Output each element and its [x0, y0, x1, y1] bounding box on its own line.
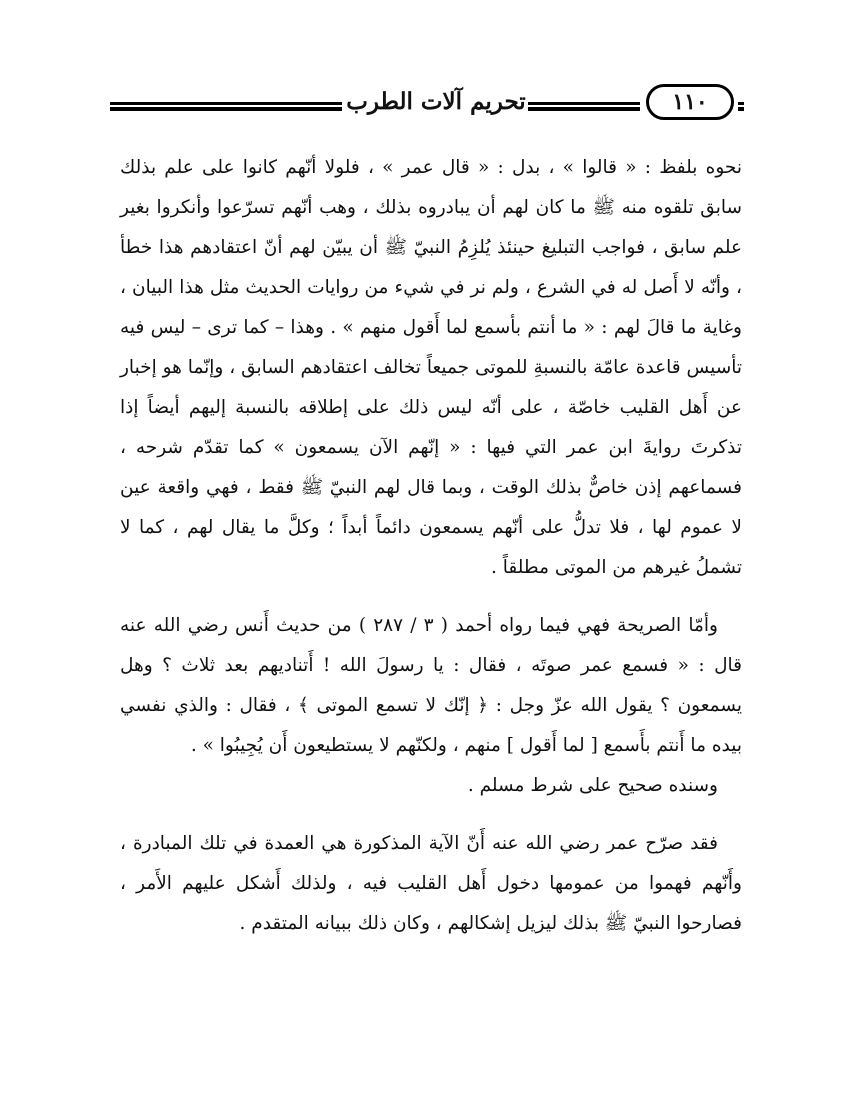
- page-header: [110, 82, 744, 126]
- header-rule-left: [110, 102, 342, 111]
- page-number: ١١٠: [646, 84, 734, 120]
- book-title: تحريم آلات الطرب: [346, 88, 526, 115]
- paragraph-3: وسنده صحيح على شرط مسلم .: [467, 775, 718, 796]
- header-rule-right: [528, 102, 640, 111]
- page-body: [120, 148, 742, 944]
- paragraph-2: وأمّا الصريحة فهي فيما رواه أحمد ( ٣ / ٢٨٧ ) من حديث أَنس رضي الله عنه قال : « فسمع عمر صوتَه ، فقال : يا رسولَ الله ! أَتناديهم بعد ثلاث ؟ وهل يسمعون ؟ يقول الله عزّ وجل : ﴿ إنّك لا تسمع الموتى ﴾ ، فقال : والذي نفسي بيده ما أَنتم بأَسمع [ لما أَقول ] منهم ، ولكنّهم لا يستطيعون أَن يُجِيبُوا » .: [120, 615, 742, 756]
- paragraph-4: فقد صرّح عمر رضي الله عنه أَنّ الآية المذكورة هي العمدة في تلك المبادرة ، وأَنّهم فهموا من عمومها دخول أَهل القليب فيه ، ولذلك أَشكل عليهم الأَمر ، فصارحوا النبيّ ﷺ بذلك ليزيل إشكالهم ، وكان ذلك ببيانه المتقدم .: [120, 833, 742, 934]
- paragraph-1: نحوه بلفظ : « قالوا » ، بدل : « قال عمر » ، فلولا أنّهم كانوا على علم بذلك سابق تلقوه منه ﷺ ما كان لهم أن يبادروه بذلك ، وهب أنّهم تسرّعوا وأنكروا بغير علم سابق ، فواجب التبليغ حينئذ يُلزِمُ النبيّ ﷺ أن يبيّن لهم أنّ اعتقادهم هذا خطأ ، وأنّه لا أَصل له في الشرع ، ولم نر في شيء من روايات الحديث مثل هذا البيان ، وغاية ما قالَ لهم : « ما أنتم بأسمع لما أَقول منهم » . وهذا – كما ترى – ليس فيه تأسيس قاعدة عامّة بالنسبةِ للموتى جميعاً تخالف اعتقادهم السابق ، وإنّما هو إخبار عن أَهل القليب خاصّة ، على أنّه ليس ذلك على إطلاقه بالنسبة إليهم أيضاً إذا تذكرتَ روايةَ ابن عمر التي فيها : « إنّهم الآن يسمعون » كما تقدّم شرحه ، فسماعهم إذن خاصٌّ بذلك الوقت ، وبما قال لهم النبيّ ﷺ فقط ، فهي واقعة عين لا عموم لها ، فلا تدلُّ على أنّهم يسمعون دائماً أبداً ؛ وكلَّ ما يقال لهم ، كما لا تشملُ غيرهم من الموتى مطلقاً .: [120, 157, 742, 578]
- header-rule-tail: [738, 102, 744, 111]
